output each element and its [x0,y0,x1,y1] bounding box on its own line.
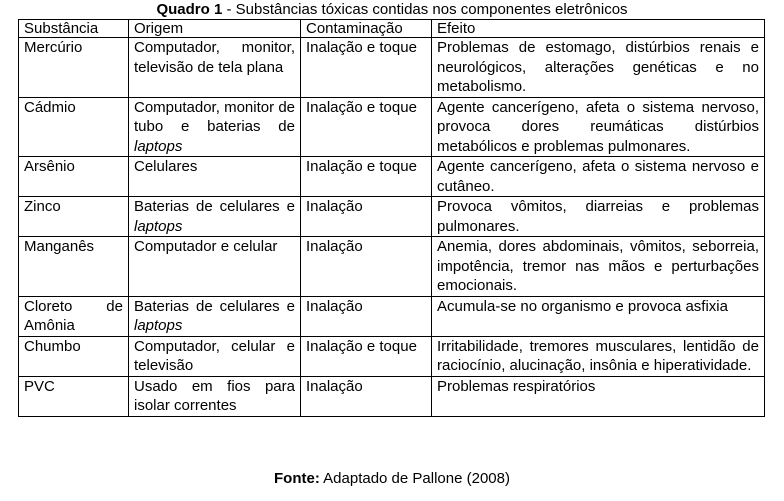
cell-contaminacao: Inalação [301,237,432,297]
header-efeito: Efeito [432,20,765,38]
cell-substancia: Manganês [19,237,129,297]
cell-origem [129,197,301,237]
cell-origem: Celulares [129,157,301,197]
cell-origem: Computador e celular [129,237,301,297]
cell-contaminacao: Inalação e toque [301,38,432,98]
origem-italic: laptops [134,217,183,235]
cell-substancia: Cloreto de Amônia [19,296,129,336]
origem-text: Computador, monitor de tubo e baterias de [134,98,295,135]
table-source [0,470,784,487]
table-row [19,197,765,237]
table-row [19,237,765,297]
origem-italic: laptops [134,317,183,334]
header-contaminacao: Contaminação [301,20,432,38]
cell-efeito: Agente cancerígeno, afeta o sistema nervoso, provoca dores reumáticas distúrbios metabólicos e problemas pulmonares. [432,97,765,157]
cell-origem [129,97,301,157]
cell-origem [129,296,301,336]
cell-contaminacao: Inalação e toque [301,97,432,157]
table-header-row [19,20,765,38]
table-row [19,97,765,157]
cell-origem: Computador, monitor, televisão de tela plana [129,38,301,98]
origem-italic: laptops [134,137,183,155]
header-origem: Origem [129,20,301,38]
cell-efeito: Irritabilidade, tremores musculares, lentidão de raciocínio, alucinação, insônia e hiperatividade. [432,336,765,376]
table-row [19,38,765,98]
cell-substancia: Chumbo [19,336,129,376]
cell-efeito: Provoca vômitos, diarreias e problemas pulmonares. [432,197,765,237]
cell-contaminacao: Inalação [301,197,432,237]
table-row [19,296,765,336]
cell-origem: Computador, celular e televisão [129,336,301,376]
cell-contaminacao: Inalação [301,376,432,416]
source-text: Adaptado de Pallone (2008) [319,470,510,487]
cell-substancia: Cádmio [19,97,129,157]
table-row [19,376,765,416]
caption-label: Quadro 1 [156,1,223,18]
source-label: Fonte: [274,470,320,487]
cell-efeito: Agente cancerígeno, afeta o sistema nervoso e cutâneo. [432,157,765,197]
cell-substancia: Arsênio [19,157,129,197]
cell-substancia: Mercúrio [19,38,129,98]
cell-substancia: PVC [19,376,129,416]
cell-efeito: Problemas respiratórios [432,376,765,416]
caption-text: - Substâncias tóxicas contidas nos componentes eletrônicos [222,1,628,18]
cell-contaminacao: Inalação e toque [301,157,432,197]
table-row [19,336,765,376]
cell-substancia: Zinco [19,197,129,237]
origem-text: Baterias de celulares e [134,198,295,215]
header-substancia: Substância [19,20,129,38]
cell-origem: Usado em fios para isolar correntes [129,376,301,416]
cell-efeito: Problemas de estomago, distúrbios renais e neurológicos, alterações genéticas e no metabolismo. [432,38,765,98]
cell-contaminacao: Inalação e toque [301,336,432,376]
cell-contaminacao: Inalação [301,296,432,336]
table-row [19,157,765,197]
origem-text: Baterias de celulares e [134,297,295,315]
cell-efeito: Anemia, dores abdominais, vômitos, seborreia, impotência, tremor nas mãos e perturbações emocionais. [432,237,765,297]
toxic-substances-table [18,19,765,417]
cell-efeito: Acumula-se no organismo e provoca asfixia [432,296,765,336]
table-caption [0,1,784,18]
